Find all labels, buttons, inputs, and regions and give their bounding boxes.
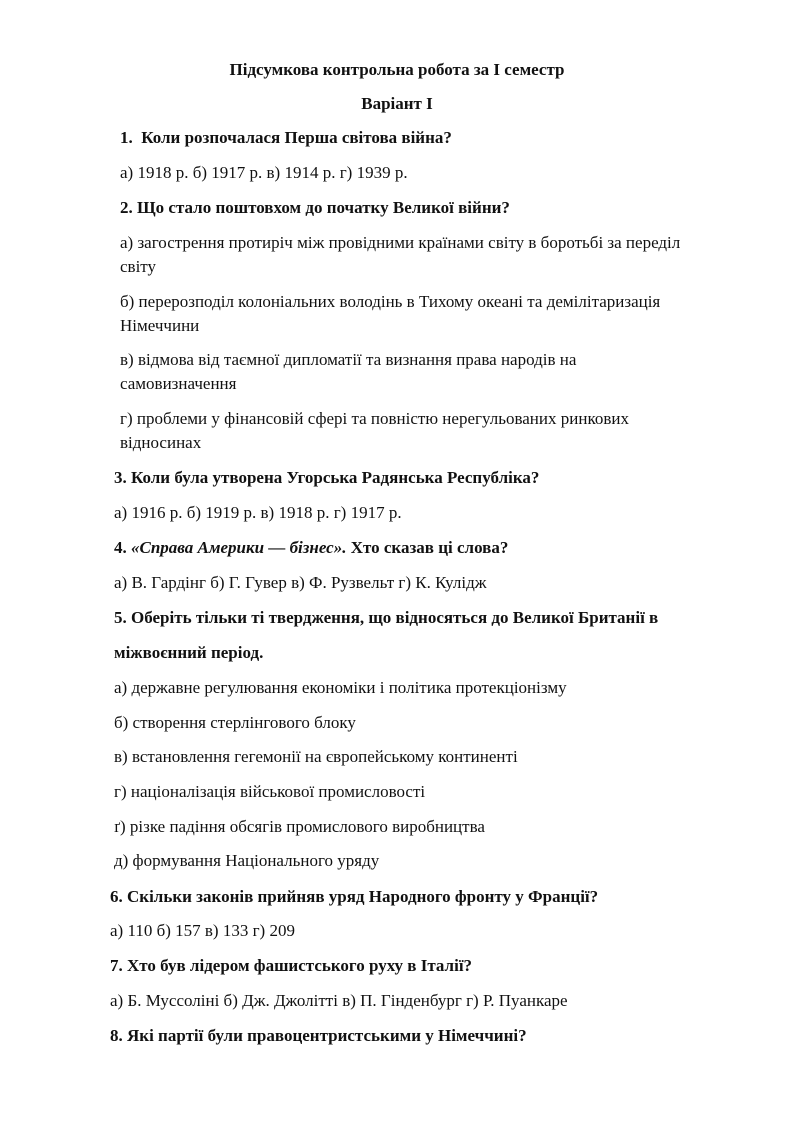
question-7-text: 7. Хто був лідером фашистського руху в Італії? [110,956,473,975]
question-2-text: 2. Що стало поштовхом до початку Великої війни? [120,198,510,217]
question-2-option-d-line-2: відносинах [120,433,202,452]
question-2-option-c-line-2: самовизначення [120,374,237,393]
question-5-option-e: ґ) різке падіння обсягів промислового виробництва [114,817,485,836]
question-2-option-d-line-1: г) проблеми у фінансовій сфері та повністю нерегульованих ринкових [120,409,629,428]
page-title: Підсумкова контрольна робота за І семестр [229,60,565,79]
variant-heading: Варіант І [361,94,433,113]
question-6-options: а) 110 б) 157 в) 133 г) 209 [110,921,295,940]
question-5-option-d: г) націоналізація військової промисловості [114,782,426,801]
question-6-text: 6. Скільки законів прийняв уряд Народного фронту у Франції? [110,887,599,906]
question-2-option-c-line-1: в) відмова від таємної дипломатії та визнання права народів на [120,350,577,369]
question-2-option-a-line-1: а) загострення протиріч між провідними країнами світу в боротьбі за переділ [120,233,681,252]
question-1-number: 1. [120,128,133,147]
question-8-text: 8. Які партії були правоцентристськими у Німеччині? [110,1026,527,1045]
question-2-option-b-line-2: Німеччини [120,316,200,335]
question-4 [114,536,508,560]
question-4-number: 4. [114,538,127,557]
question-1-options: а) 1918 р. б) 1917 р. в) 1914 р. г) 1939 р. [120,163,408,182]
question-4-quote: «Справа Америки — бізнес». [131,538,347,557]
question-5-text-line-1: 5. Оберіть тільки ті твердження, що відносяться до Великої Британії в [114,608,659,627]
question-3-options: а) 1916 р. б) 1919 р. в) 1918 р. г) 1917 р. [114,503,402,522]
question-4-options: а) В. Гардінг б) Г. Гувер в) Ф. Рузвельт г) К. Кулідж [114,573,487,592]
question-1-text: Коли розпочалася Перша світова війна? [141,128,452,147]
question-5-text-line-2: міжвоєнний період. [114,643,264,662]
question-5-option-b: б) створення стерлінгового блоку [114,713,356,732]
question-2-option-b-line-1: б) перерозподіл колоніальних володінь в Тихому океані та демілітаризація [120,292,661,311]
question-2-option-a-line-2: світу [120,257,157,276]
question-1 [120,126,452,150]
question-5-option-f: д) формування Національного уряду [114,851,380,870]
question-4-text: Хто сказав ці слова? [350,538,509,557]
question-5-option-c: в) встановлення гегемонії на європейському континенті [114,747,518,766]
question-7-options: а) Б. Муссоліні б) Дж. Джолітті в) П. Гінденбург г) Р. Пуанкаре [110,991,568,1010]
question-3-text: 3. Коли була утворена Угорська Радянська Республіка? [114,468,540,487]
question-5-option-a: а) державне регулювання економіки і політика протекціонізму [114,678,567,697]
